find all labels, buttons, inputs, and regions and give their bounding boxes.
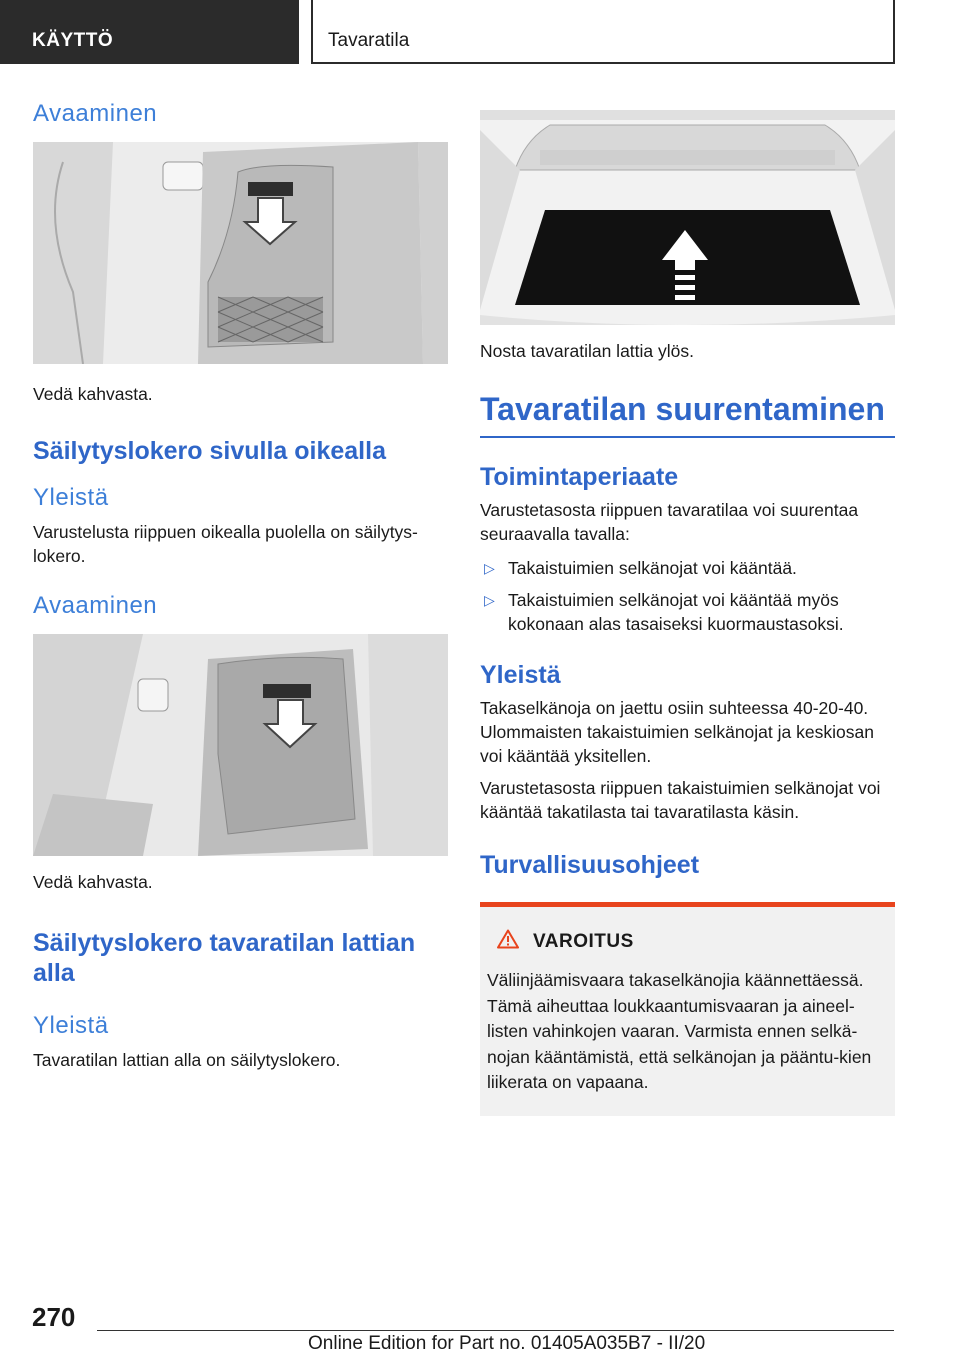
- heading-avaaminen-1: Avaaminen: [33, 100, 158, 127]
- header-chapter-tab: [311, 0, 895, 64]
- footer-edition: Online Edition for Part no. 01405A035B7 - II/20: [308, 1333, 706, 1354]
- heading-side-compartment: Säilytyslokero sivulla oikealla: [33, 437, 386, 465]
- text-general-2: Varustetasosta riippuen takaistuimien selkänojat voi kääntää takatilasta tai tavaratilasta käsin.: [480, 778, 881, 822]
- warning-header: [487, 929, 883, 954]
- heading-yleista-2: Yleistä: [33, 1012, 109, 1039]
- text-underfloor-compartment: Tavaratilan lattian alla on säilytyslokero.: [33, 1050, 341, 1070]
- heading-underline: [480, 436, 895, 438]
- figure-side-compartment-open-2: [33, 634, 448, 856]
- heading-enlarge-cargo: Tavaratilan suurentaminen: [480, 391, 885, 427]
- heading-safety: Turvallisuusohjeet: [480, 851, 700, 879]
- heading-underfloor-compartment: Säilytyslokero tavaratilan lattian alla: [33, 929, 416, 987]
- text-general-1: Takaselkänoja on jaettu osiin suhteessa 40-20-40. Ulommaisten takaistuimien selkänojat ja keskiosan voi kääntää yksitellen.: [480, 698, 874, 766]
- figure-side-compartment-open-1: [33, 142, 448, 364]
- footer-rule: [97, 1330, 894, 1331]
- heading-avaaminen-2: Avaaminen: [33, 592, 158, 619]
- right-column: [480, 110, 895, 1116]
- header-chapter-label: Tavaratila: [328, 30, 410, 51]
- warning-triangle-icon: [497, 929, 519, 954]
- list-item: ▷ Takaistuimien selkänojat voi kääntää.: [480, 556, 895, 580]
- heading-yleista-1: Yleistä: [33, 484, 109, 511]
- figure-lift-floor: [480, 110, 895, 325]
- header-section-label: KÄYTTÖ: [32, 30, 114, 51]
- caption-lift-floor: Nosta tavaratilan lattia ylös.: [480, 341, 694, 361]
- header-section-tab: [0, 0, 299, 64]
- triangle-right-icon: ▷: [484, 592, 495, 608]
- page-number: 270: [32, 1302, 76, 1332]
- bullet-list: [480, 556, 895, 636]
- warning-title: VAROITUS: [533, 930, 634, 952]
- triangle-right-icon: ▷: [484, 560, 495, 576]
- caption-pull-handle-1: Vedä kahvasta.: [33, 384, 153, 404]
- left-column: [33, 100, 448, 1072]
- text-side-compartment: Varustelusta riippuen oikealla puolella on säilytys-lokero.: [33, 522, 418, 566]
- heading-general: Yleistä: [480, 661, 561, 689]
- caption-pull-handle-2: Vedä kahvasta.: [33, 872, 153, 892]
- text-principle: Varustetasosta riippuen tavaratilaa voi suurentaa seuraavalla tavalla:: [480, 500, 859, 544]
- warning-text: Väliinjäämisvaara takaselkänojia käännettäessä. Tämä aiheuttaa loukkaantumisvaaran ja aineel-listen vahinkojen vaaran. Varmista ennen selkä-nojan kääntämistä, että selkänojan ja pääntu-kien liikerata on vapaana.: [487, 970, 872, 1092]
- list-item: ▷ Takaistuimien selkänojat voi kääntää myös kokonaan alas tasaiseksi kuormaustasoksi.: [480, 588, 895, 636]
- heading-principle: Toimintaperiaate: [480, 463, 679, 491]
- warning-box: [480, 902, 895, 1116]
